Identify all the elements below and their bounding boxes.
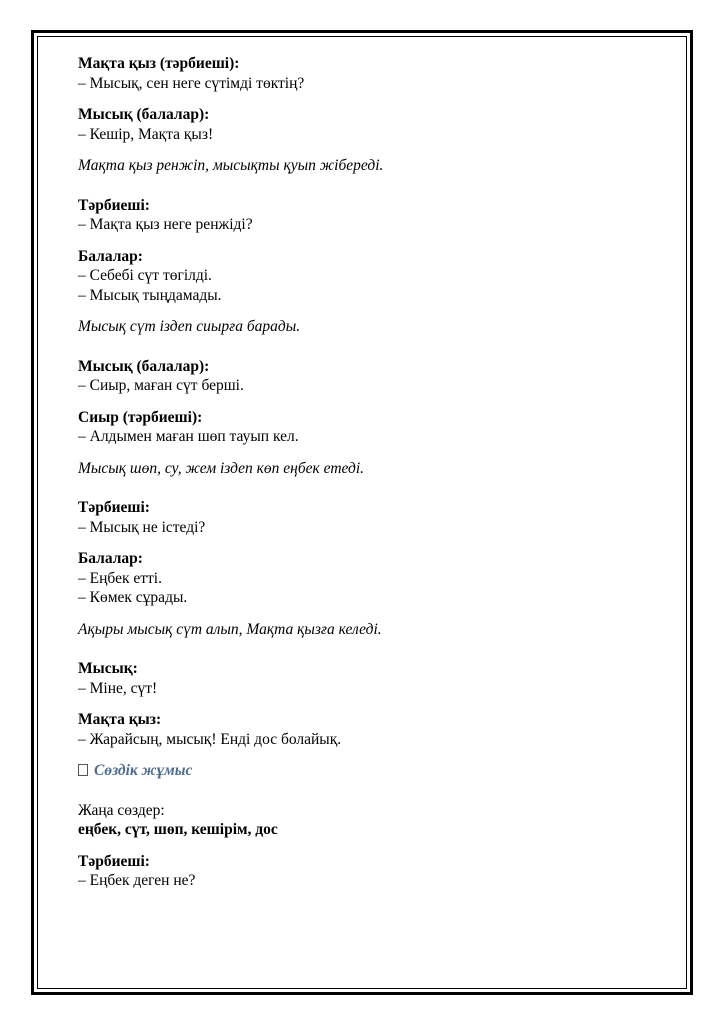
dialogue-block (78, 498, 658, 537)
stage-direction: Мақта қыз ренжіп, мысықты қуып жібереді. (78, 157, 384, 174)
dialogue-block (78, 710, 658, 749)
dialogue-block (78, 659, 658, 698)
dialogue-line: – Алдымен маған шөп тауып кел. (78, 428, 299, 445)
dialogue-line: – Еңбек деген не? (78, 872, 196, 889)
dialogue-block (78, 408, 658, 447)
vocabulary-words: еңбек, сүт, шөп, кешірім, дос (78, 821, 278, 838)
dialogue-line: – Мысық тыңдамады. (78, 286, 222, 304)
stage-direction-block (78, 156, 658, 176)
stage-direction-block (78, 459, 658, 479)
stage-direction-block (78, 620, 658, 640)
speaker-label: Тәрбиеші: (78, 499, 150, 516)
section-heading-block (78, 761, 658, 781)
speaker-label: Мысық (балалар): (78, 106, 210, 123)
speaker-label: Тәрбиеші: (78, 196, 150, 214)
missing-glyph-icon (78, 764, 88, 776)
speaker-label: Мақта қыз (тәрбиеші): (78, 55, 240, 72)
dialogue-block (78, 105, 658, 144)
dialogue-line: – Кешір, Мақта қыз! (78, 125, 214, 143)
stage-direction: Ақыры мысық сүт алып, Мақта қызға келеді. (78, 620, 382, 638)
speaker-label: Балалар: (78, 550, 143, 567)
dialogue-line: – Еңбек етті. (78, 569, 162, 587)
vocabulary-block (78, 801, 658, 840)
dialogue-line: – Міне, сүт! (78, 679, 158, 697)
dialogue-block (78, 549, 658, 608)
dialogue-line: – Көмек сұрады. (78, 589, 188, 606)
dialogue-line: – Мысық, сен неге сүтімді төктің? (78, 74, 305, 92)
dialogue-block (78, 54, 658, 93)
dialogue-line: – Мысық не істеді? (78, 518, 206, 536)
dialogue-block (78, 196, 658, 235)
dialogue-line: – Жарайсың, мысық! Енді дос болайық. (78, 730, 342, 748)
stage-direction: Мысық шөп, су, жем іздеп көп еңбек етеді. (78, 459, 365, 477)
stage-direction: Мысық сүт іздеп сиырға барады. (78, 318, 301, 335)
dialogue-block (78, 852, 658, 891)
dialogue-line: – Сиыр, маған сүт берші. (78, 377, 244, 394)
section-heading (78, 761, 658, 781)
speaker-label: Сиыр (тәрбиеші): (78, 408, 203, 426)
dialogue-block (78, 247, 658, 306)
document-body (78, 54, 658, 903)
stage-direction-block (78, 317, 658, 337)
dialogue-block (78, 357, 658, 396)
dialogue-line: – Мақта қыз неге ренжіді? (78, 216, 253, 233)
speaker-label: Мысық (балалар): (78, 357, 210, 375)
speaker-label: Мысық: (78, 660, 138, 677)
section-heading-text: Сөздік жұмыс (94, 762, 193, 779)
speaker-label: Балалар: (78, 247, 143, 265)
speaker-label: Тәрбиеші: (78, 852, 150, 870)
dialogue-line: – Себебі сүт төгілді. (78, 267, 212, 284)
speaker-label: Мақта қыз: (78, 711, 162, 728)
vocabulary-label: Жаңа сөздер: (78, 801, 165, 819)
